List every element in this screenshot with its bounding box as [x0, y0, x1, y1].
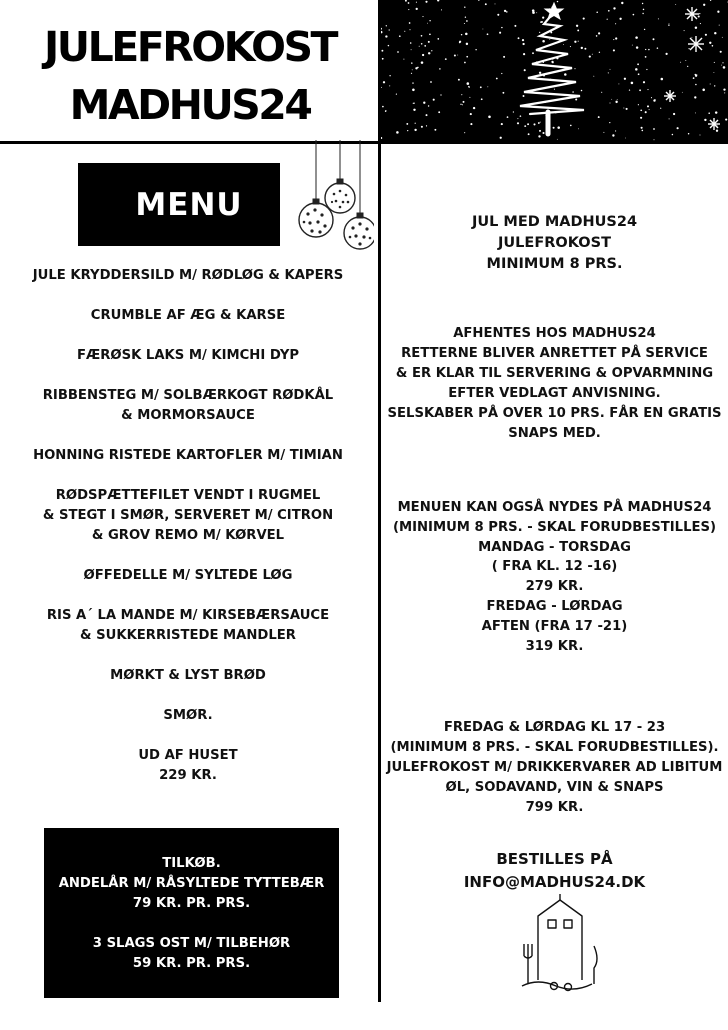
party-info: [381, 718, 728, 818]
order-info: [381, 848, 728, 894]
addon-price-2: 59 KR. PR. PRS.: [132, 956, 251, 971]
dinein-line: 279 KR.: [525, 579, 584, 595]
dinein-line: ( FRA KL. 12 -16): [491, 559, 618, 575]
page-title: [20, 18, 360, 134]
menu-item-line: RIS A´ LA MANDE M/ KIRSEBÆRSAUCE: [46, 608, 330, 623]
pickup-line: SELSKABER PÅ OVER 10 PRS. FÅR EN GRATIS: [387, 406, 722, 421]
party-line: ØL, SODAVAND, VIN & SNAPS: [445, 780, 664, 795]
pickup-info: [381, 324, 728, 444]
ornaments-icon: [290, 140, 374, 254]
menu-item-line: & SUKKERRISTEDE MANDLER: [80, 628, 296, 643]
party-line: 799 KR.: [525, 800, 584, 815]
menu-item-line: MØRKT & LYST BRØD: [110, 668, 266, 683]
menu-item: [0, 346, 376, 366]
addons-title: TILKØB.: [162, 856, 221, 871]
menu-item: [0, 706, 376, 726]
menu-item: [0, 566, 376, 586]
menu-item-line: HONNING RISTEDE KARTOFLER M/ TIMIAN: [33, 448, 343, 463]
dinein-line: MANDAG - TORSDAG: [478, 539, 631, 555]
menu-heading: MENU: [135, 187, 243, 223]
christmas-tree-image: [380, 0, 728, 141]
dine-in-info: [381, 498, 728, 656]
menu-item: [0, 266, 376, 286]
menu-item-line: RIBBENSTEG M/ SOLBÆRKOGT RØDKÅL: [42, 388, 334, 403]
menu-item-line: FÆRØSK LAKS M/ KIMCHI DYP: [76, 348, 300, 363]
heading-line: MINIMUM 8 PRS.: [486, 256, 623, 272]
pickup-line: AFHENTES HOS MADHUS24: [453, 326, 656, 341]
dinein-line: AFTEN (FRA 17 -21): [481, 618, 628, 634]
takeaway-price: 229 KR.: [159, 768, 217, 783]
party-line: FREDAG & LØRDAG KL 17 - 23: [443, 720, 666, 735]
title-line-1: JULEFROKOST: [44, 23, 336, 71]
menu-item-line: RØDSPÆTTEFILET VENDT I RUGMEL: [55, 488, 321, 503]
menu-item-line: SMØR.: [163, 708, 213, 723]
order-email: INFO@MADHUS24.DK: [463, 873, 646, 891]
menu-item: [0, 446, 376, 466]
dinein-line: FREDAG - LØRDAG: [486, 598, 623, 614]
party-line: JULEFROKOST M/ DRIKKERVARER AD LIBITUM: [386, 760, 723, 775]
takeaway-price-block: [0, 746, 376, 786]
menu-item-line: JULE KRYDDERSILD M/ RØDLØG & KAPERS: [32, 268, 344, 283]
dinein-line: (MINIMUM 8 PRS. - SKAL FORUDBESTILLES): [392, 519, 717, 535]
dinein-line: 319 KR.: [525, 638, 584, 654]
menu-item-line: & MORMORSAUCE: [121, 408, 255, 423]
addon-item-2: 3 SLAGS OST M/ TILBEHØR: [92, 936, 291, 951]
menu-item-line: CRUMBLE AF ÆG & KARSE: [90, 308, 286, 323]
menu-item: [0, 306, 376, 326]
menu-item-line: ØFFEDELLE M/ SYLTEDE LØG: [83, 568, 293, 583]
heading-line: JUL MED MADHUS24: [471, 214, 638, 230]
pickup-line: & ER KLAR TIL SERVERING & OPVARMNING: [395, 366, 714, 381]
addon-item-1: ANDELÅR M/ RÅSYLTEDE TYTTEBÆR: [58, 876, 325, 891]
title-line-2: MADHUS24: [69, 81, 311, 129]
menu-item: [0, 606, 376, 646]
pickup-line: SNAPS MED.: [508, 426, 601, 441]
menu-heading-box: [78, 163, 280, 246]
menu-item-line: & STEGT I SMØR, SERVERET M/ CITRON: [42, 508, 334, 523]
madhus24-logo-icon: [508, 894, 604, 994]
pickup-line: RETTERNE BLIVER ANRETTET PÅ SERVICE: [401, 346, 708, 361]
offer-heading: [381, 212, 728, 275]
takeaway-label: UD AF HUSET: [138, 748, 238, 763]
order-label: BESTILLES PÅ: [496, 850, 613, 868]
pickup-line: EFTER VEDLAGT ANVISNING.: [448, 386, 661, 401]
menu-item: [0, 386, 376, 426]
menu-list: [0, 266, 376, 806]
menu-item: [0, 666, 376, 686]
christmas-tree-icon: [380, 0, 728, 141]
dinein-line: MENUEN KAN OGSÅ NYDES PÅ MADHUS24: [397, 500, 712, 515]
addons-box: [44, 828, 339, 998]
addon-price-1: 79 KR. PR. PRS.: [132, 896, 251, 911]
heading-line: JULEFROKOST: [498, 235, 611, 251]
menu-item: [0, 486, 376, 546]
menu-item-line: & GROV REMO M/ KØRVEL: [91, 528, 285, 543]
party-line: (MINIMUM 8 PRS. - SKAL FORUDBESTILLES).: [390, 740, 719, 755]
